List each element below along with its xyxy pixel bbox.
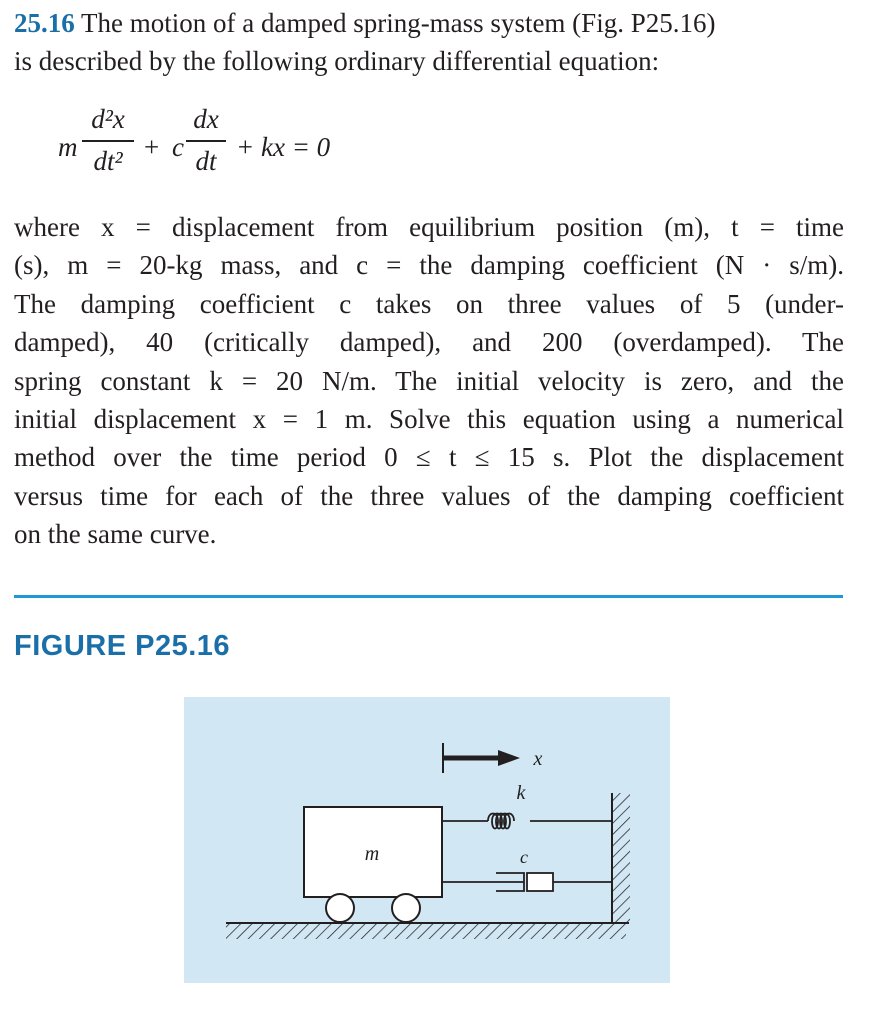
body-line: (s), m = 20-kg mass, and c = the damping coefficient (N · s/m). <box>14 250 844 281</box>
wall-hatch <box>612 793 630 923</box>
ground-hatch <box>226 923 626 939</box>
spring-label: k <box>516 782 526 804</box>
figure-label: FIGURE P25.16 <box>14 630 231 662</box>
mass-label: m <box>364 843 380 865</box>
problem-number: 25.16 <box>14 8 75 38</box>
spring-mass-diagram <box>184 697 670 983</box>
eq-frac1-numerator: d²x <box>91 104 125 134</box>
body-line: The damping coefficient c takes on three values of 5 (under- <box>14 288 844 319</box>
wheel-right <box>392 894 420 922</box>
damper-label: c <box>520 847 528 867</box>
body-line: damped), 40 (critically damped), and 200 (overdamped). The <box>14 327 844 358</box>
body-line: versus time for each of the three values of the damping coefficient <box>14 480 844 511</box>
body-line: method over the time period 0 ≤ t ≤ 15 s. Plot the displacement <box>14 442 844 473</box>
body-line: spring constant k = 20 N/m. The initial velocity is zero, and the <box>14 365 844 396</box>
body-line: initial displacement x = 1 m. Solve this equation using a numerical <box>14 404 844 435</box>
section-divider <box>14 595 843 598</box>
damper <box>442 873 612 891</box>
displacement-arrow <box>443 743 520 773</box>
displacement-label: x <box>533 748 543 770</box>
wheel-left <box>326 894 354 922</box>
eq-frac2-numerator: dx <box>193 104 219 134</box>
eq-mass-symbol: m <box>58 132 78 162</box>
problem-statement-header <box>14 4 854 80</box>
eq-second-derivative <box>82 104 134 176</box>
body-line: on the same curve. <box>14 519 217 550</box>
eq-frac2-denominator: dt <box>195 145 217 176</box>
spring <box>442 814 612 829</box>
spring-mass-figure <box>184 697 670 983</box>
problem-body <box>14 208 844 554</box>
body-line: where x = displacement from equilibrium position (m), t = time <box>14 212 844 242</box>
eq-damping-symbol: c <box>172 132 184 162</box>
problem-intro-line1: The motion of a damped spring-mass system (Fig. P25.16) <box>81 8 716 38</box>
differential-equation <box>58 104 478 194</box>
eq-first-derivative <box>186 104 226 176</box>
eq-plus-sign: + <box>144 132 160 162</box>
problem-intro-line2: is described by the following ordinary differential equation: <box>14 46 660 76</box>
eq-frac1-denominator: dt² <box>93 145 123 176</box>
eq-remainder: + kx = 0 <box>236 132 331 162</box>
